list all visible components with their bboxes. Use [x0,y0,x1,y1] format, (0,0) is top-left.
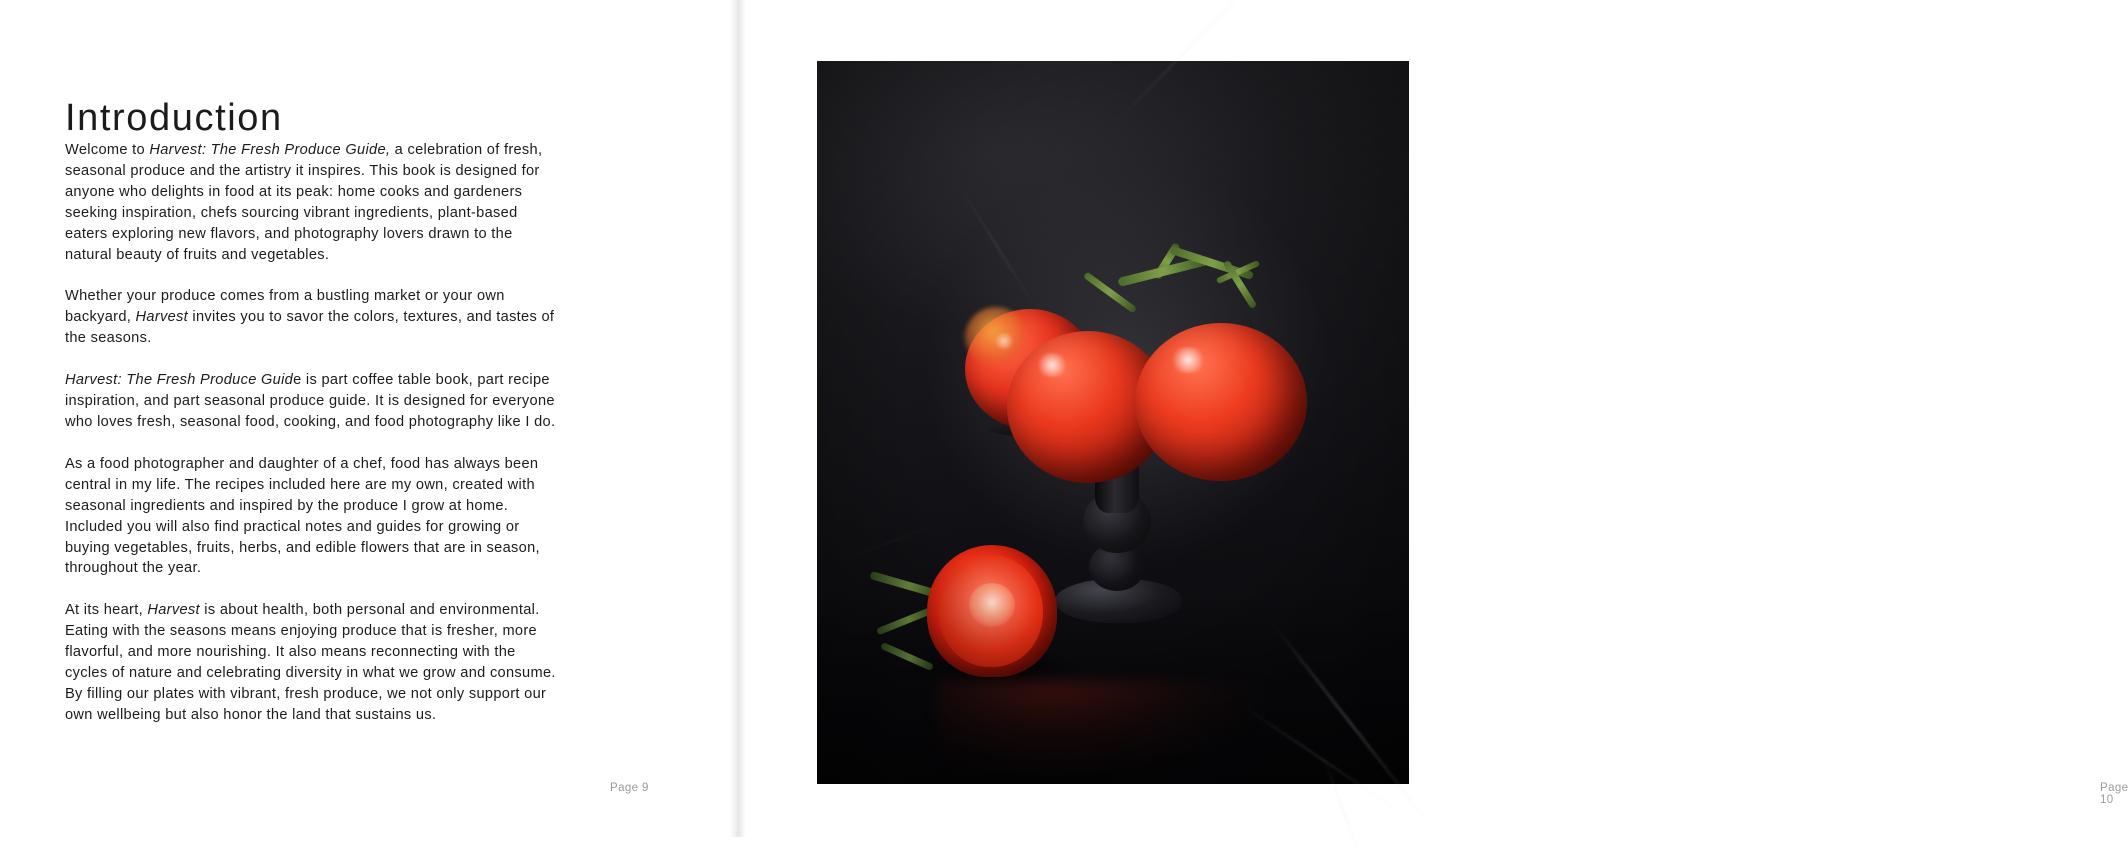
body-paragraph [65,286,560,349]
highlight [1169,347,1207,373]
marble-vein [956,181,1037,309]
body-paragraph [65,140,560,265]
marble-vein [1116,0,1277,123]
body-text: At its heart, [65,602,148,619]
body-paragraph [65,454,560,579]
body-text: As a food photographer and daughter of a chef, food has always been central in my life. The recipes included here are my own, created with seasonal ingredients and inspired by the produce I grow at home. Included you will also find practical notes and guides for growing or buying vegetables, fruits, herbs, and edible flowers that are in season, throughout the year. [65,455,540,577]
tomato-right [1135,323,1307,481]
body-text: invites you to savor the colors, textures, and tastes of the seasons. [65,309,555,347]
body-text: e is part coffee table book, part recipe inspiration, and part seasonal produce guide. It is designed for everyone who loves fresh, seasonal food, cooking, and food photography like I do. [65,372,556,430]
tomato-photograph [817,61,1409,784]
body-text: a celebration of fresh, seasonal produce and the artistry it inspires. This book is designed for anyone who delights in food at its peak: home cooks and gardeners seeking inspiration, chefs sourcing vibrant ingredients, plant-based eaters exploring new flavors, and photography lovers drawn to the natural beauty of fruits and vegetables. [65,142,543,263]
body-paragraph [65,600,560,725]
folio-right: Page 10 [2100,782,2128,806]
halved-tomato-core [969,583,1015,627]
emphasis-text: Harvest [147,602,200,619]
photo-scene [817,61,1409,784]
marble-vein [837,520,950,562]
emphasis-text: Harvest: The Fresh Produce Guid [65,372,294,389]
body-text: Whether your produce comes from a bustling market or your own backyard, [65,288,505,326]
left-page [0,0,737,837]
body-paragraph [65,370,560,433]
body-text: Welcome to [65,142,150,158]
body-text: is about health, both personal and environmental. Eating with the seasons means enjoying produce that is fresher, more flavorful, and more nourishing. It also means reconnecting with the cycles of nature and celebrating diversity in what we grow and consume. By filling our plates with vibrant, fresh produce, we not only support our own wellbeing but also honor the land that sustains us. [65,602,556,723]
right-page [737,0,2128,837]
page-title: Introduction [65,97,283,140]
highlight [993,333,1015,349]
folio-left: Page 9 [610,782,649,794]
surface-reflection [937,681,1267,777]
highlight [1035,353,1069,377]
emphasis-text: Harvest [135,309,189,326]
emphasis-text: Harvest: The Fresh Produce Guide, [149,142,391,158]
introduction-body [65,140,560,726]
